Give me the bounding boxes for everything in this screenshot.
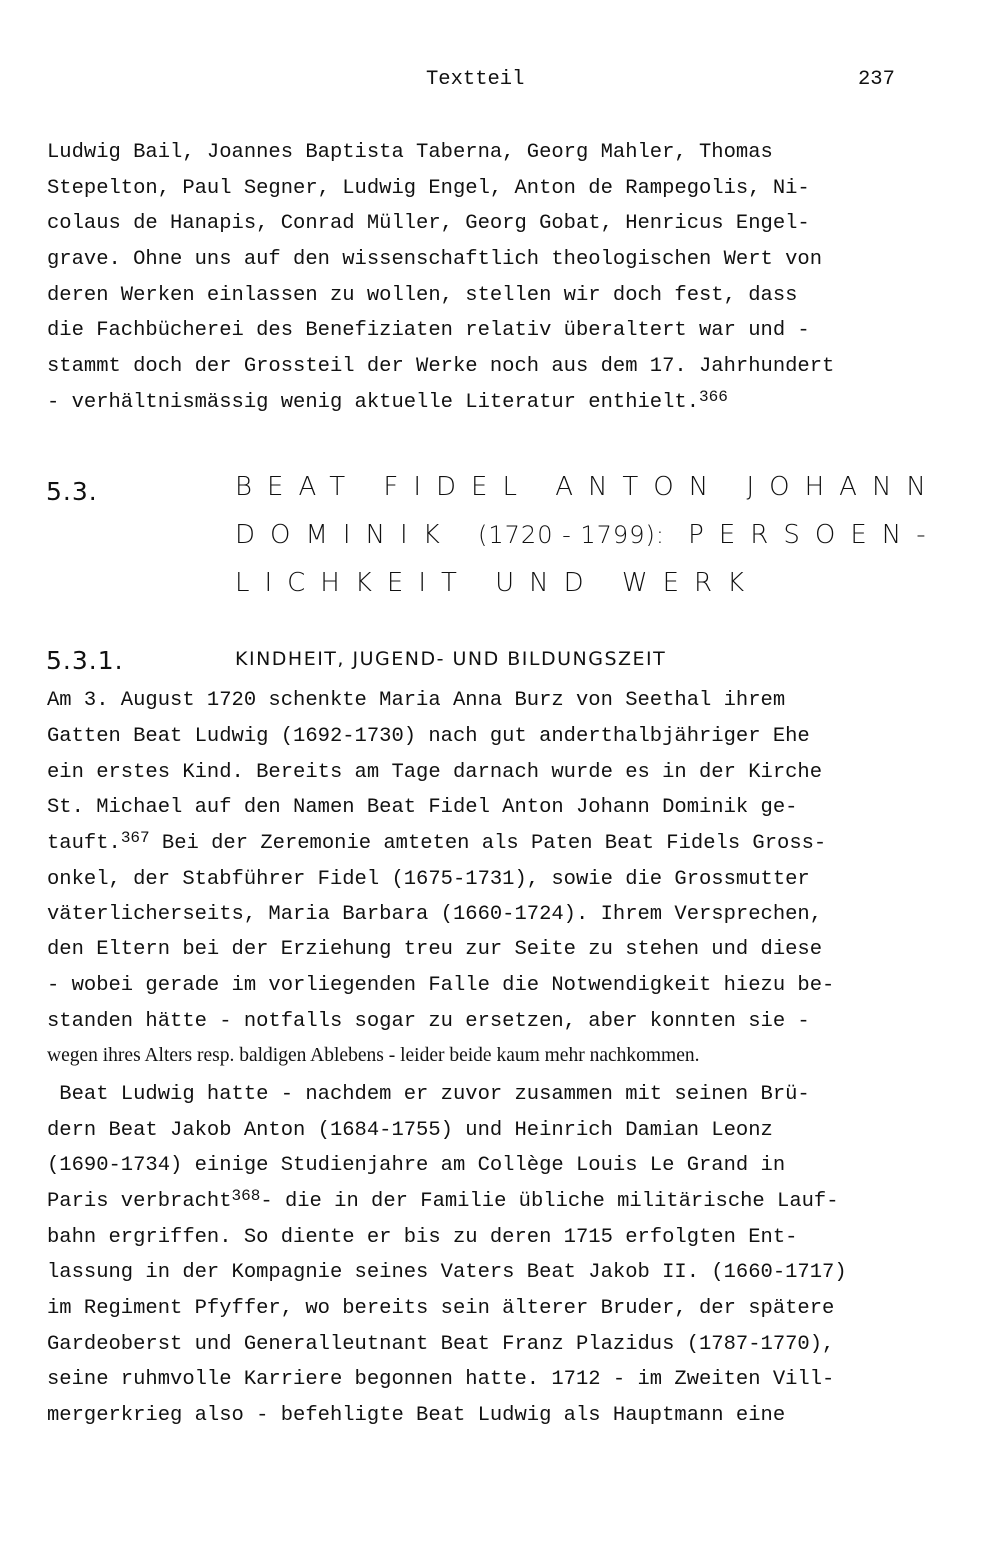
text-line: Gardeoberst und Generalleutnant Beat Franz Plazidus (1787-1770), <box>47 1333 835 1356</box>
running-header <box>0 68 1000 98</box>
text-line <box>47 829 827 855</box>
text-line: deren Werken einlassen zu wollen, stellen wir doch fest, dass <box>47 284 798 307</box>
text-line: stammt doch der Grossteil der Werke noch aus dem 17. Jahrhundert <box>47 355 835 378</box>
text-line: väterlicherseits, Maria Barbara (1660-1724). Ihrem Versprechen, <box>47 903 823 926</box>
section-title-line-2 <box>235 520 941 550</box>
section-title-line-1: BEAT FIDEL ANTON JOHANN <box>235 472 941 502</box>
text-line: - wobei gerade im vorliegenden Falle die Notwendigkeit hiezu be- <box>47 974 835 997</box>
title-span: DOMINIK <box>235 520 479 550</box>
text-span: - verhältnismässig wenig aktuelle Literatur enthielt. <box>47 391 700 414</box>
subsection-title: KINDHEIT, JUGEND- UND BILDUNGSZEIT <box>235 648 667 670</box>
title-years: (1720 - 1799): <box>478 521 665 549</box>
page-number: 237 <box>858 68 895 91</box>
text-line: im Regiment Pfyffer, wo bereits sein älterer Bruder, der spätere <box>47 1297 835 1320</box>
text-line: grave. Ohne uns auf den wissenschaftlich theologischen Wert von <box>47 248 823 271</box>
footnote-marker: 368 <box>231 1187 261 1205</box>
text-line: ein erstes Kind. Bereits am Tage darnach wurde es in der Kirche <box>47 761 823 784</box>
text-line: dern Beat Jakob Anton (1684-1755) und Heinrich Damian Leonz <box>47 1119 773 1142</box>
text-span: Paris verbracht <box>47 1190 232 1213</box>
text-span: Bei der Zeremonie amteten als Paten Beat Fidels Gross- <box>149 832 827 855</box>
text-line: lassung in der Kompagnie seines Vaters Beat Jakob II. (1660-1717) <box>47 1261 847 1284</box>
text-line: mergerkrieg also - befehligte Beat Ludwig als Hauptmann eine <box>47 1404 786 1427</box>
title-span: PERSOEN- <box>664 520 941 550</box>
section-title-line-3: LICHKEIT UND WERK <box>235 568 760 598</box>
text-line <box>47 388 728 414</box>
subsection-number: 5.3.1. <box>46 646 124 675</box>
section-number: 5.3. <box>46 477 98 506</box>
text-line: (1690-1734) einige Studienjahre am Collège Louis Le Grand in <box>47 1154 786 1177</box>
text-span: - die in der Familie übliche militärische Lauf- <box>260 1190 839 1213</box>
text-line: Beat Ludwig hatte - nachdem er zuvor zusammen mit seinen Brü- <box>47 1083 810 1106</box>
text-line: Am 3. August 1720 schenkte Maria Anna Burz von Seethal ihrem <box>47 689 786 712</box>
text-line: colaus de Hanapis, Conrad Müller, Georg Gobat, Henricus Engel- <box>47 212 810 235</box>
footnote-marker: 366 <box>699 388 728 406</box>
text-line: den Eltern bei der Erziehung treu zur Seite zu stehen und diese <box>47 938 823 961</box>
text-line: St. Michael auf den Namen Beat Fidel Anton Johann Dominik ge- <box>47 796 798 819</box>
text-span: tauft. <box>47 832 121 855</box>
text-line: onkel, der Stabführer Fidel (1675-1731), sowie die Grossmutter <box>47 868 810 891</box>
text-line: Ludwig Bail, Joannes Baptista Taberna, Georg Mahler, Thomas <box>47 141 773 164</box>
text-line: bahn ergriffen. So diente er bis zu deren 1715 erfolgten Ent- <box>47 1226 798 1249</box>
text-line: Stepelton, Paul Segner, Ludwig Engel, Anton de Rampegolis, Ni- <box>47 177 810 200</box>
text-line: seine ruhmvolle Karriere begonnen hatte. 1712 - im Zweiten Vill- <box>47 1368 835 1391</box>
text-line <box>47 1187 839 1213</box>
text-line: Gatten Beat Ludwig (1692-1730) nach gut anderthalbjähriger Ehe <box>47 725 810 748</box>
footnote-marker: 367 <box>120 829 150 847</box>
text-line: standen hätte - notfalls sogar zu ersetzen, aber konnten sie - <box>47 1010 810 1033</box>
text-line: wegen ihres Alters resp. baldigen Ablebens - leider beide kaum mehr nachkommen. <box>47 1045 700 1066</box>
running-title: Textteil <box>426 68 525 91</box>
text-line: die Fachbücherei des Benefiziaten relativ überaltert war und - <box>47 319 810 342</box>
